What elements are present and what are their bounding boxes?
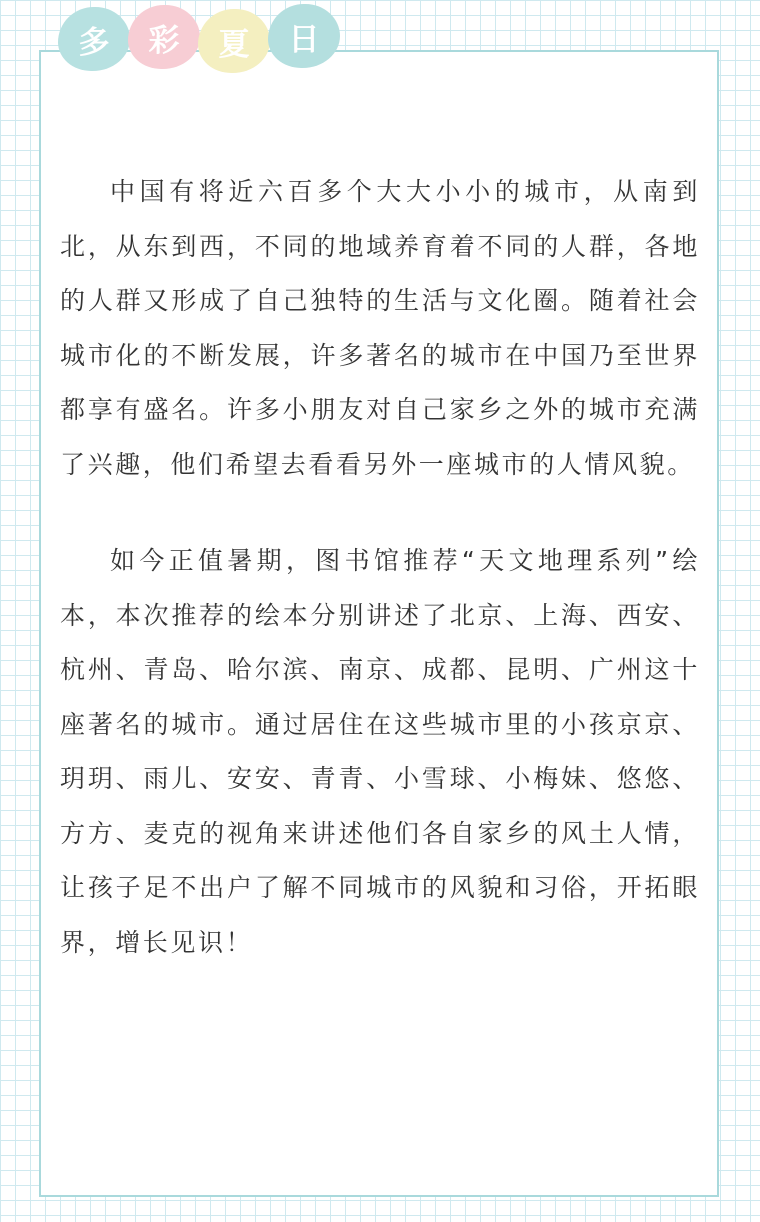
title-badge-1: 多 (58, 7, 130, 71)
title-badge-3: 夏 (198, 9, 270, 73)
article-body (60, 165, 700, 970)
title-badge-4: 日 (268, 4, 340, 68)
article-paragraph-2: 如今正值暑期，图书馆推荐“天文地理系列”绘本，本次推荐的绘本分别讲述了北京、上海、西安、杭州、青岛、哈尔滨、南京、成都、昆明、广州这十座著名的城市。通过居住在这些城市里的小孩京京、玥玥、雨儿、安安、青青、小雪球、小梅妹、悠悠、方方、麦克的视角来讲述他们各自家乡的风土人情，让孩子足不出户了解不同城市的风貌和习俗，开拓眼界，增长见识！ (60, 546, 700, 957)
title-badges (58, 4, 348, 76)
article-paragraph-1: 中国有将近六百多个大大小小的城市，从南到北，从东到西，不同的地域养育着不同的人群，各地的人群又形成了自己独特的生活与文化圈。随着社会城市化的不断发展，许多著名的城市在中国乃至世界都享有盛名。许多小朋友对自己家乡之外的城市充满了兴趣，他们希望去看看另外一座城市的人情风貌。 (60, 177, 700, 479)
title-badge-2: 彩 (128, 5, 200, 69)
